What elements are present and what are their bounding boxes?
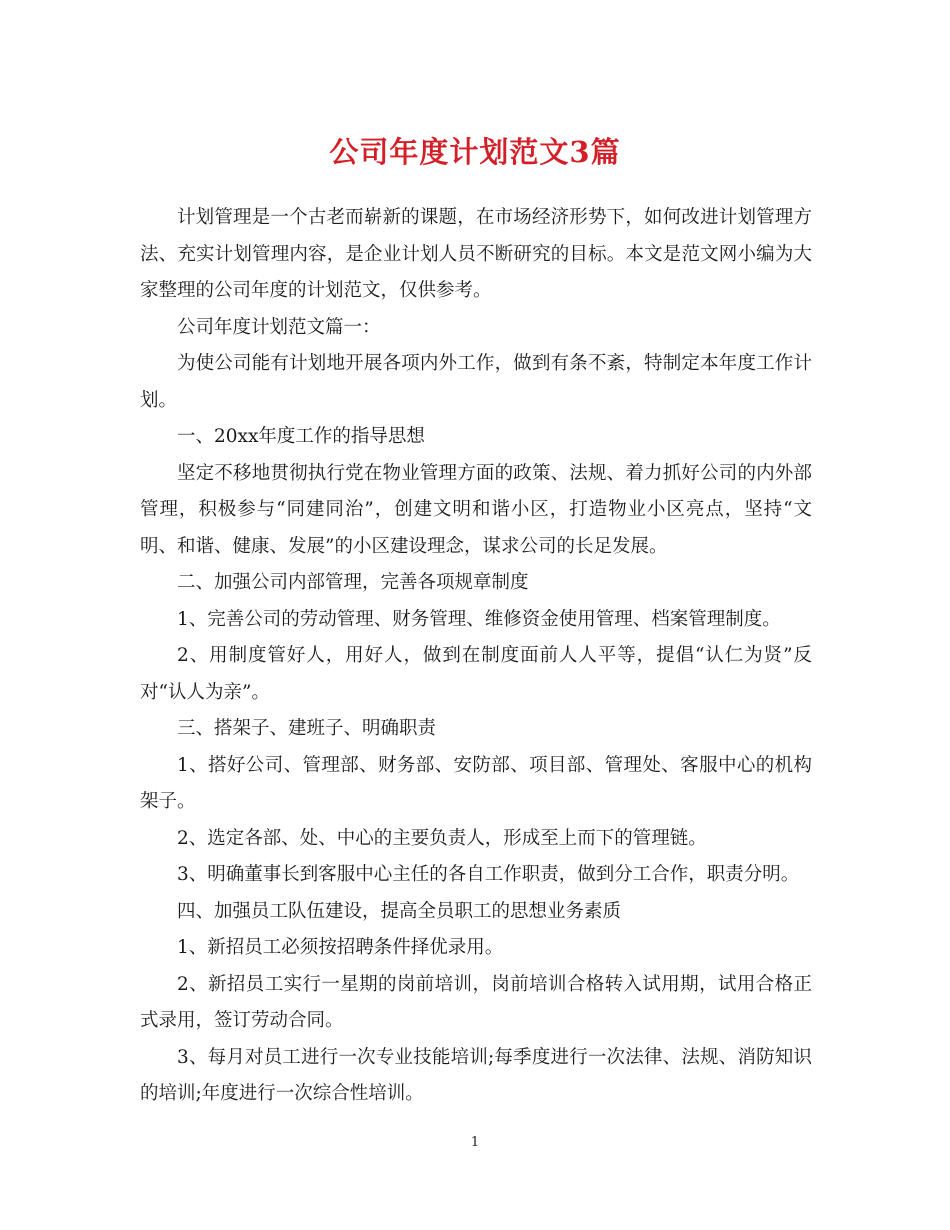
section-heading: 公司年度计划范文篇一： bbox=[177, 316, 381, 338]
paragraph: 坚定不移地贯彻执行党在物业管理方面的政策、法规、着力抓好公司的内外部管理，积极参与“同建同治”，创建文明和谐小区，打造物业小区亮点，坚持“文明、和谐、健康、发展”的小区建设理念，谋求公司的长足发展。 bbox=[140, 462, 812, 557]
list-item: 2、用制度管好人，用好人，做到在制度面前人人平等，提倡“认仁为贤”反对“认人为亲”。 bbox=[140, 645, 812, 703]
page-number: 1 bbox=[470, 1135, 480, 1150]
section-heading: 四、加强员工队伍建设，提高全员职工的思想业务素质 bbox=[177, 900, 622, 922]
list-item: 2、新招员工实行一星期的岗前培训，岗前培训合格转入试用期，试用合格正式录用，签订劳动合同。 bbox=[140, 973, 812, 1031]
list-item: 1、完善公司的劳动管理、财务管理、维修资金使用管理、档案管理制度。 bbox=[177, 608, 781, 630]
list-item: 1、新招员工必须按招聘条件择优录用。 bbox=[177, 937, 504, 958]
section-heading: 一、20xx年度工作的指导思想 bbox=[177, 426, 425, 447]
list-item: 2、选定各部、处、中心的主要负责人，形成至上而下的管理链。 bbox=[177, 827, 707, 849]
section-heading: 二、加强公司内部管理，完善各项规章制度 bbox=[177, 572, 529, 593]
paragraph: 为使公司能有计划地开展各项内外工作，做到有条不紊，特制定本年度工作计划。 bbox=[140, 353, 812, 411]
list-item: 3、明确董事长到客服中心主任的各自工作职责，做到分工合作，职责分明。 bbox=[177, 864, 800, 885]
document-body bbox=[140, 200, 812, 1113]
section-heading: 三、搭架子、建班子、明确职责 bbox=[177, 718, 437, 739]
list-item: 1、搭好公司、管理部、财务部、安防部、项目部、管理处、客服中心的机构架子。 bbox=[140, 754, 812, 812]
intro-paragraph: 计划管理是一个古老而崭新的课题，在市场经济形势下，如何改进计划管理方法、充实计划管理内容，是企业计划人员不断研究的目标。本文是范文网小编为大家整理的公司年度的计划范文，仅供参考。 bbox=[140, 207, 812, 301]
list-item: 3、每月对员工进行一次专业技能培训;每季度进行一次法律、法规、消防知识的培训;年度进行一次综合性培训。 bbox=[140, 1046, 812, 1104]
document-title: 公司年度计划范文3篇 bbox=[329, 135, 621, 169]
